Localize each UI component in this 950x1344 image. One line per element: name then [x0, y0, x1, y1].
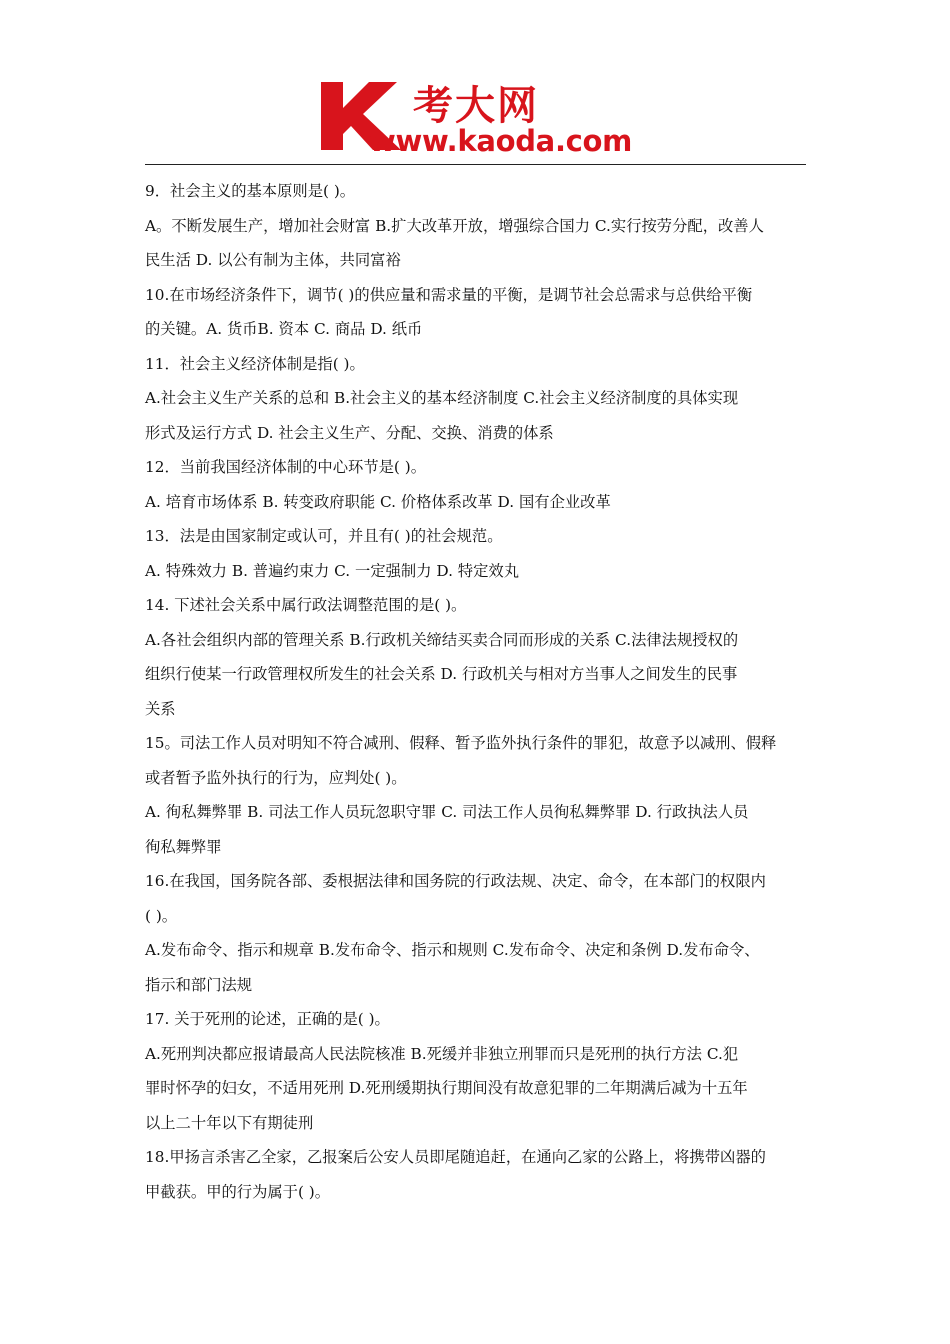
page-header — [145, 78, 806, 164]
text-line: 组织行使某一行政管理权所发生的社会关系 D. 行政机关与相对方当事人之间发生的民事 — [145, 665, 738, 683]
text-line: 10.在市场经济条件下，调节( )的供应量和需求量的平衡，是调节社会总需求与总供给平衡 — [145, 285, 753, 304]
logo-chinese-text: 考大网 — [413, 83, 539, 129]
text-line: 指示和部门法规 — [145, 975, 253, 994]
text-line: 18.甲扬言杀害乙全家，乙报案后公安人员即尾随追赶，在通向乙家的公路上，将携带凶器的 — [145, 1148, 766, 1166]
question-text — [145, 174, 806, 1209]
text-line: 罪时怀孕的妇女，不适用死刑 D.死刑缓期执行期间没有故意犯罪的二年期满后减为十五年 — [145, 1079, 748, 1097]
text-line: 以上二十年以下有期徒刑 — [145, 1113, 314, 1132]
text-line: A.社会主义生产关系的总和 B.社会主义的基本经济制度 C.社会主义经济制度的具体实现 — [145, 389, 739, 407]
text-line: 15。司法工作人员对明知不符合减刑、假释、暂予监外执行条件的罪犯，故意予以减刑、假释 — [145, 734, 777, 752]
text-line: 关系 — [145, 699, 176, 718]
text-line: 民生活 D. 以公有制为主体，共同富裕 — [145, 251, 401, 269]
text-line: 16.在我国，国务院各部、委根据法律和国务院的行政法规、决定、命令，在本部门的权限内 — [145, 872, 766, 890]
text-line: A. 特殊效力 B. 普遍约束力 C. 一定强制力 D. 特定效丸 — [145, 561, 519, 580]
header-divider — [145, 164, 806, 165]
text-line: 甲截获。甲的行为属于( )。 — [145, 1182, 331, 1201]
text-line: 的关键。A. 货币B. 资本 C. 商品 D. 纸币 — [145, 320, 423, 338]
text-line: 11．社会主义经济体制是指( )。 — [145, 354, 365, 373]
text-line: 17. 关于死刑的论述，正确的是( )。 — [145, 1010, 390, 1028]
text-line: 12．当前我国经济体制的中心环节是( )。 — [145, 458, 427, 476]
text-line: 13．法是由国家制定或认可，并且有( )的社会规范。 — [145, 527, 503, 545]
text-line: 或者暂予监外执行的行为，应判处( )。 — [145, 768, 407, 787]
text-line: A. 培育市场体系 B. 转变政府职能 C. 价格体系改革 D. 国有企业改革 — [145, 492, 611, 511]
text-line: 14. 下述社会关系中属行政法调整范围的是( )。 — [145, 596, 467, 614]
text-line: A.各社会组织内部的管理关系 B.行政机关缔结买卖合同而形成的关系 C.法律法规授权的 — [145, 630, 739, 649]
text-line: 9．社会主义的基本原则是( )。 — [145, 182, 356, 200]
text-line: 形式及运行方式 D. 社会主义生产、分配、交换、消费的体系 — [145, 423, 554, 442]
text-line: A.发布命令、指示和规章 B.发布命令、指示和规则 C.发布命令、决定和条例 D.发布命令、 — [145, 941, 760, 959]
text-line: A. 徇私舞弊罪 B. 司法工作人员玩忽职守罪 C. 司法工作人员徇私舞弊罪 D. 行政执法人员 — [145, 803, 749, 821]
kaoda-logo[interactable] — [317, 78, 647, 164]
text-line: ( )。 — [145, 906, 178, 925]
logo-url-text: www.kaoda.com — [369, 124, 633, 158]
text-line: A.死刑判决都应报请最高人民法院核准 B.死缓并非独立刑罪而只是死刑的执行方法 C.犯 — [145, 1044, 739, 1063]
text-line: 徇私舞弊罪 — [145, 837, 222, 856]
text-line: A。不断发展生产，增加社会财富 B.扩大改革开放，增强综合国力 C.实行按劳分配，改善人 — [145, 216, 764, 235]
